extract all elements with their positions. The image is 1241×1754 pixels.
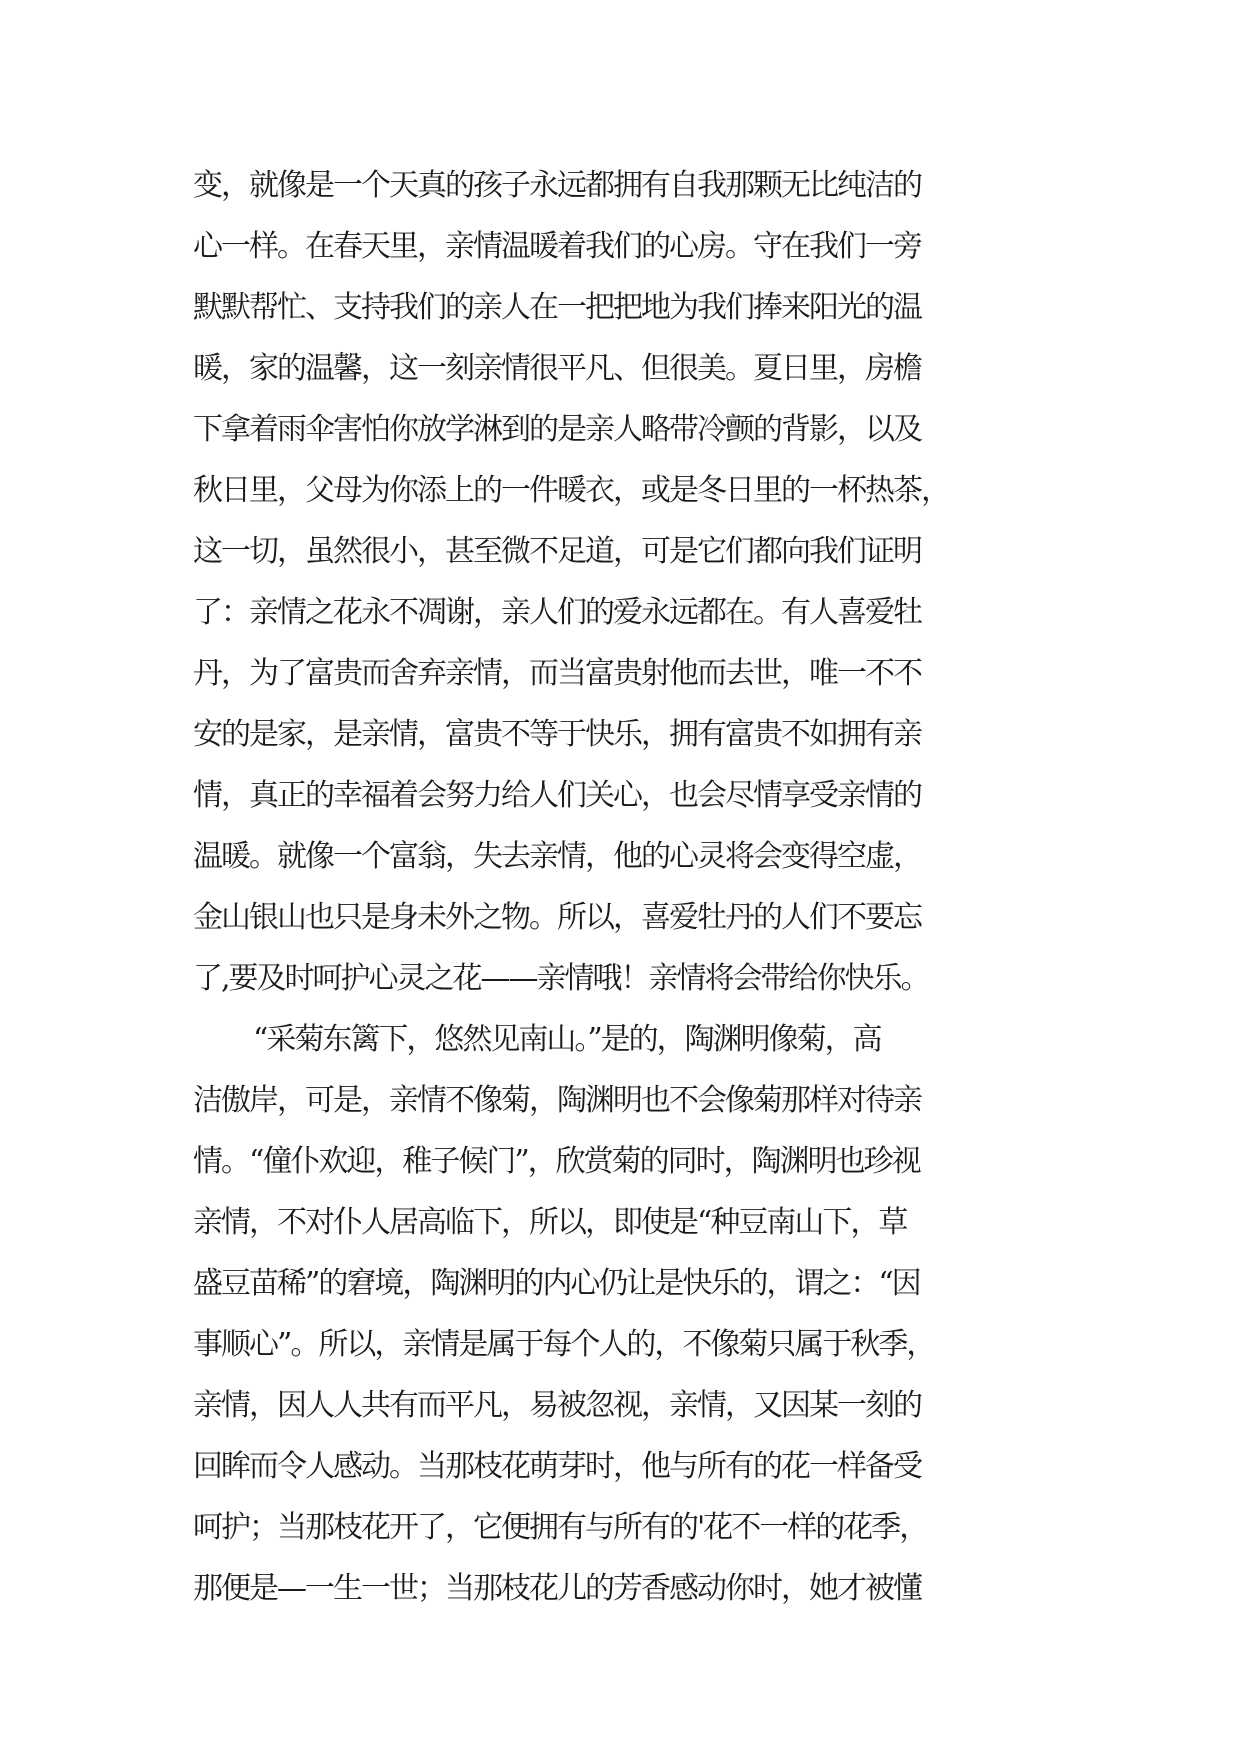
text-line: 心一样。在春天里，亲情温暖着我们的心房。守在我们一旁: [193, 229, 921, 264]
text-line: 丹，为了富贵而舍弃亲情，而当富贵射他而去世，唯一不不: [193, 656, 921, 691]
text-line: 暖，家的温馨，这一刻亲情很平凡、但很美。夏日里，房檐: [193, 351, 921, 386]
text-line: 了,要及时呵护心灵之花——亲情哦！亲情将会带给你快乐。: [193, 961, 929, 996]
text-line: 回眸而令人感动。当那枝花萌芽时，他与所有的花一样备受: [193, 1449, 921, 1484]
text-line: 事顺心”。所以，亲情是属于每个人的，不像菊只属于秋季，: [193, 1327, 935, 1362]
text-line: 盛豆苗稀”的窘境，陶渊明的内心仍让是快乐的，谓之：“因: [193, 1266, 920, 1301]
text-line: 秋日里，父母为你添上的一件暖衣，或是冬日里的一杯热茶，: [193, 473, 949, 508]
text-line: 变，就像是一个天真的孩子永远都拥有自我那颗无比纯洁的: [193, 168, 921, 203]
text-line: 了：亲情之花永不凋谢，亲人们的爱永远都在。有人喜爱牡: [193, 595, 921, 630]
text-line: 下拿着雨伞害怕你放学淋到的是亲人略带冷颤的背影，以及: [193, 412, 921, 447]
text-line: 安的是家，是亲情，富贵不等于快乐，拥有富贵不如拥有亲: [193, 717, 921, 752]
text-line: 温暖。就像一个富翁，失去亲情，他的心灵将会变得空虚，: [193, 839, 921, 874]
text-line: 金山银山也只是身未外之物。所以，喜爱牡丹的人们不要忘: [193, 900, 921, 935]
text-line: 情，真正的幸福着会努力给人们关心，也会尽情享受亲情的: [193, 778, 921, 813]
text-line: 这一切，虽然很小，甚至微不足道，可是它们都向我们证明: [193, 534, 921, 569]
text-line: 那便是—一生一世；当那枝花儿的芳香感动你时，她才被懂: [193, 1571, 921, 1606]
text-line: 亲情，因人人共有而平凡，易被忽视，亲情，又因某一刻的: [193, 1388, 921, 1423]
body-text: [193, 155, 1053, 1619]
text-line: 情。“僮仆欢迎，稚子候门”，欣赏菊的同时，陶渊明也珍视: [193, 1144, 920, 1179]
text-line: 洁傲岸，可是，亲情不像菊，陶渊明也不会像菊那样对待亲: [193, 1083, 921, 1118]
paragraph-start-line: “采菊东篱下，悠然见南山。”是的，陶渊明像菊，高: [253, 1022, 881, 1057]
text-line: 亲情，不对仆人居高临下，所以，即使是“种豆南山下，草: [193, 1205, 907, 1240]
text-line: 呵护；当那枝花开了，它便拥有与所有的'花不一样的花季，: [193, 1510, 928, 1545]
text-line: 默默帮忙、支持我们的亲人在一把把地为我们捧来阳光的温: [193, 290, 921, 325]
